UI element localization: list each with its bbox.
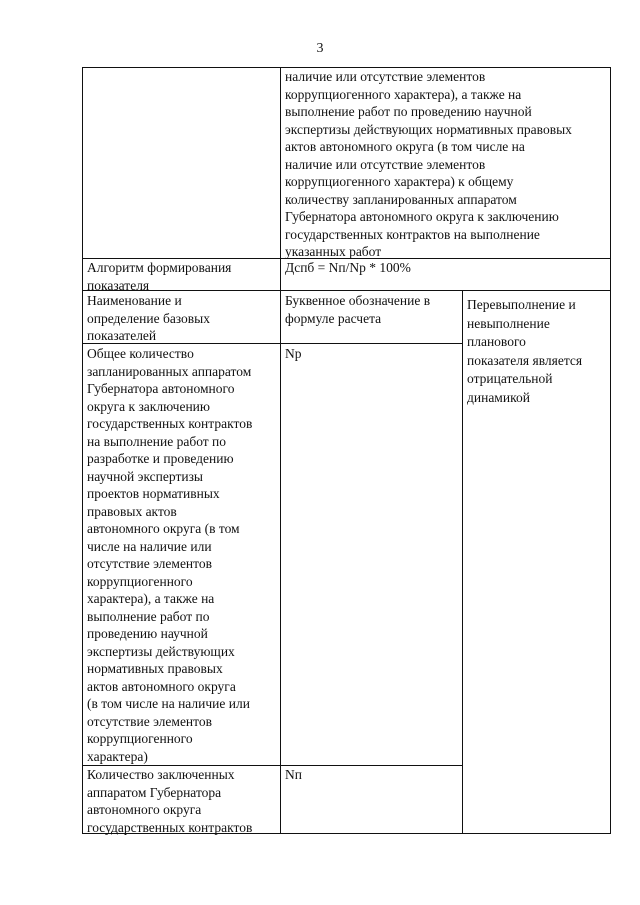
table-border-left — [82, 67, 83, 834]
base-indicators-header: Наименование и определение базовых показателей — [87, 293, 211, 343]
column-divider — [280, 67, 281, 834]
dynamics-note: Перевыполнение и невыполнение планового показателя является отрицательной динамикой — [467, 297, 583, 405]
base-indicator-name: Количество заключенных аппаратом Губернатора автономного округа государственных контрактов — [87, 767, 253, 835]
symbol-header: Буквенное обозначение в формуле расчета — [285, 293, 431, 326]
algorithm-formula: Дспб = Nп/Nр * 100% — [285, 260, 411, 275]
table-border-right — [610, 67, 611, 834]
base-indicator-name: Общее количество запланированных аппаратом Губернатора автономного округа к заключению государственных контрактов на выполнение работ по разработке и проведению научной экспертизы проектов нормативных правовых актов автономного округа (в том числе на наличие или отсутствие элементов коррупциогенного характера), а также на выполнение работ по проведению научной экспертизы действующих нормативных правовых актов автономного округа (в том числе на наличие или отсутствие элементов коррупциогенного характера) — [87, 346, 253, 764]
base-indicator-symbol: Nп — [285, 767, 302, 782]
indicator-definition-text: наличие или отсутствие элементов коррупциогенного характера), а также на выполнение работ по проведению научной экспертизы действующих нормативных правовых актов автономного округа (в том числе на наличие или отсутствие элементов коррупциогенного характера) к общему количеству запланированных аппаратом Губернатора автономного округа к заключению государственных контрактов на выполнение указанных работ — [285, 69, 572, 259]
algorithm-label: Алгоритм формирования показателя — [87, 260, 232, 293]
base-indicator-symbol: Nр — [285, 346, 302, 361]
column-divider — [462, 290, 463, 834]
page-number: 3 — [316, 41, 324, 56]
